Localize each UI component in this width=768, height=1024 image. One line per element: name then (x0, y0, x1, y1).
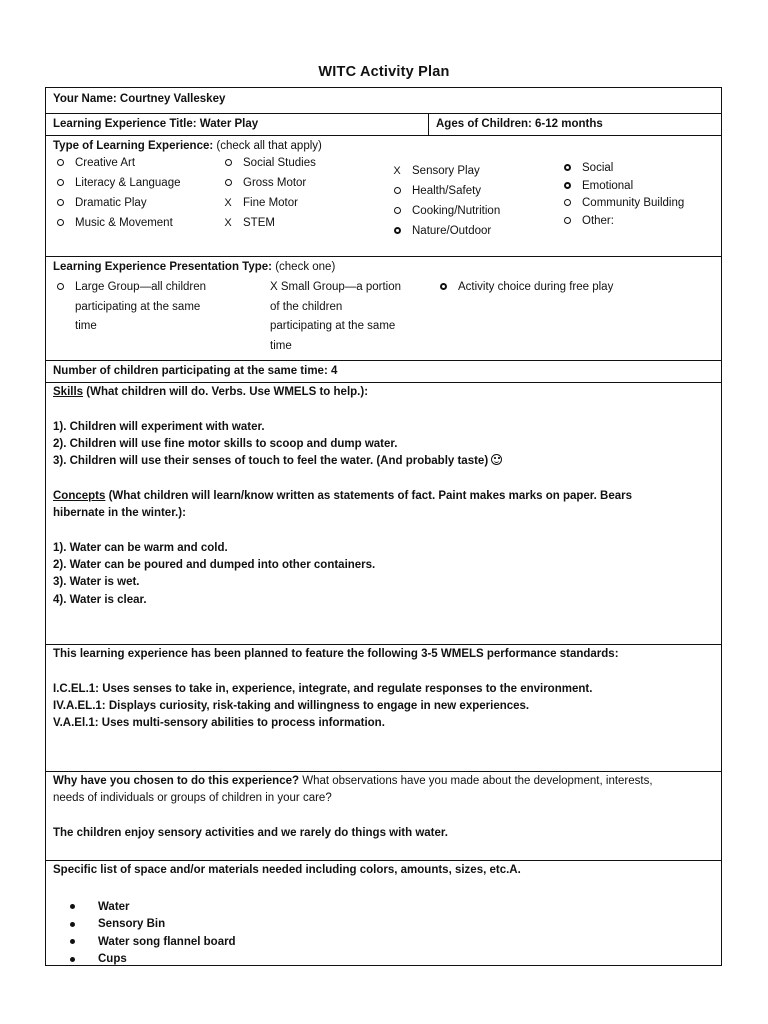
skill-item: 2). Children will use fine motor skills to scoop and dump water. (53, 437, 398, 450)
experience-title: Learning Experience Title: Water Play (53, 118, 259, 130)
type-option (561, 180, 633, 192)
circle-icon (394, 207, 401, 214)
type-option-label: STEM (243, 217, 275, 229)
name-row (46, 88, 721, 113)
type-option-checkbox[interactable] (54, 217, 66, 229)
type-heading-label: Type of Learning Experience: (53, 140, 214, 152)
circle-icon (225, 159, 232, 166)
type-option-checkbox[interactable]: X (224, 197, 232, 209)
spacer (53, 663, 619, 680)
type-option-label: Fine Motor (243, 197, 298, 209)
spacer (53, 522, 632, 539)
ages-cell (429, 114, 721, 135)
type-option-checkbox[interactable] (54, 157, 66, 169)
type-option (391, 205, 500, 217)
type-option-label: Gross Motor (243, 177, 307, 189)
type-option-label: Music & Movement (75, 217, 173, 229)
type-option (222, 197, 298, 209)
type-option-checkbox[interactable] (391, 225, 403, 237)
type-heading (53, 140, 322, 152)
concept-item: 1). Water can be warm and cold. (53, 541, 228, 554)
large-group-line: Large Group—all children (75, 281, 207, 293)
type-option (222, 157, 316, 169)
circle-icon (394, 227, 401, 234)
skills-heading (53, 384, 632, 401)
participants-row (46, 360, 721, 382)
type-option (222, 177, 306, 189)
title-cell (46, 114, 429, 135)
materials-item-label: Sensory Bin (98, 918, 166, 931)
circle-icon (57, 219, 64, 226)
materials-item (70, 916, 236, 934)
type-row (46, 135, 721, 256)
bullet-icon (70, 939, 75, 944)
type-option (54, 217, 173, 229)
type-option (222, 217, 275, 229)
type-option-checkbox[interactable] (54, 197, 66, 209)
type-option (561, 162, 613, 174)
standard-item: V.A.El.1: Uses multi-sensory abilities to process information. (53, 717, 385, 730)
large-group-line: time (75, 320, 97, 332)
smiley-icon (491, 454, 502, 465)
standard-item: I.C.EL.1: Uses senses to take in, experience, integrate, and regulate responses to the environment. (53, 682, 593, 695)
bullet-icon (70, 922, 75, 927)
type-option (54, 197, 147, 209)
skills-hint: (What children will do. Verbs. Use WMELS to help.): (83, 386, 369, 398)
materials-item (70, 898, 236, 916)
type-option (54, 157, 135, 169)
type-option-checkbox[interactable] (222, 177, 234, 189)
free-play-circle (440, 283, 447, 290)
bullet-icon (70, 957, 75, 962)
type-option-checkbox[interactable]: X (224, 217, 232, 229)
type-option (391, 225, 491, 237)
circle-icon (564, 199, 571, 206)
type-option-label: Emotional (582, 179, 634, 192)
standards-intro: This learning experience has been planned to feature the following 3-5 WMELS performance standards: (53, 648, 619, 660)
concept-item: 2). Water can be poured and dumped into other containers. (53, 558, 376, 571)
large-group-text (75, 278, 206, 337)
type-option (391, 185, 481, 197)
activity-plan-form (45, 87, 722, 966)
title-ages-row (46, 113, 721, 135)
materials-item-label: Water song flannel board (98, 935, 236, 948)
type-option-label: Dramatic Play (75, 197, 147, 209)
circle-icon (394, 187, 401, 194)
concept-item: 3). Water is wet. (53, 576, 140, 589)
type-option-label: Other: (582, 214, 614, 227)
type-option-label: Health/Safety (412, 185, 482, 197)
bullet-icon (70, 904, 75, 909)
type-option-checkbox[interactable] (561, 162, 573, 174)
type-option-checkbox[interactable] (391, 205, 403, 217)
type-option-checkbox[interactable]: X (393, 165, 401, 177)
circle-icon (57, 159, 64, 166)
why-question (53, 773, 653, 790)
concepts-hint-cont: hibernate in the winter.): (53, 507, 186, 520)
skills-concepts-row (46, 382, 721, 644)
materials-item-label: Cups (98, 953, 127, 966)
type-heading-hint: (check all that apply) (213, 140, 322, 152)
small-group-line: time (270, 339, 292, 352)
page-title: WITC Activity Plan (318, 64, 450, 80)
spacer (53, 401, 632, 418)
circle-icon (225, 179, 232, 186)
materials-item-label: Water (98, 900, 130, 913)
type-option-label: Social Studies (243, 157, 316, 169)
type-option (561, 215, 614, 227)
free-play-checkbox[interactable] (437, 278, 449, 298)
circle-icon (57, 179, 64, 186)
skill-item: 1). Children will experiment with water. (53, 420, 265, 433)
concepts-heading (53, 488, 632, 505)
small-group-line: participating at the same (270, 320, 396, 332)
type-option-label: Social (582, 162, 614, 174)
type-option-label: Nature/Outdoor (412, 225, 492, 237)
skill-item-with-smiley (53, 453, 632, 470)
concept-item: 4). Water is clear. (53, 593, 147, 606)
presentation-row (46, 256, 721, 360)
standards-row (46, 644, 721, 771)
standard-item: IV.A.EL.1: Displays curiosity, risk-taking and willingness to engage in new experiences. (53, 699, 530, 712)
large-group-circle (57, 283, 64, 290)
presentation-heading-hint: (check one) (272, 261, 336, 273)
participants-count: Number of children participating at the same time: 4 (53, 365, 338, 377)
large-group-option (54, 278, 206, 337)
type-option-checkbox[interactable] (391, 185, 403, 197)
materials-list (70, 898, 236, 968)
standards-block (53, 646, 619, 732)
large-group-checkbox[interactable] (54, 278, 66, 298)
type-option-checkbox[interactable] (561, 215, 573, 227)
why-question-rest: What observations have you made about the development, interests, (299, 775, 653, 787)
skills-label: Skills (53, 386, 84, 398)
type-option-label: Community Building (582, 197, 685, 209)
ages-of-children: Ages of Children: 6-12 months (436, 118, 603, 130)
type-option (391, 165, 480, 177)
circle-icon (57, 199, 64, 206)
presentation-heading-label: Learning Experience Presentation Type: (53, 261, 272, 273)
type-option (561, 197, 684, 209)
small-group-option (270, 278, 401, 356)
type-option-label: Cooking/Nutrition (412, 205, 501, 217)
materials-heading: Specific list of space and/or materials needed including colors, amounts, sizes, etc.A. (53, 864, 521, 876)
spacer (53, 470, 632, 487)
why-question-bold: Why have you chosen to do this experience? (53, 775, 300, 787)
type-option-label: Sensory Play (412, 165, 480, 177)
why-row (46, 771, 721, 860)
type-option-label: Literacy & Language (75, 177, 181, 189)
concepts-label: Concepts (53, 489, 106, 502)
circle-icon (564, 217, 571, 224)
name-field: Your Name: Courtney Valleskey (53, 93, 226, 105)
type-option-checkbox[interactable] (561, 197, 573, 209)
why-question-cont: needs of individuals or groups of children in your care? (53, 792, 332, 805)
skills-block (53, 384, 632, 609)
free-play-option (437, 278, 613, 298)
why-answer: The children enjoy sensory activities and we rarely do things with water. (53, 826, 448, 839)
circle-icon (564, 164, 571, 171)
presentation-heading (53, 261, 335, 273)
type-option-checkbox[interactable] (54, 177, 66, 189)
circle-icon (564, 182, 571, 189)
spacer (53, 808, 653, 825)
type-option-label: Creative Art (75, 157, 136, 169)
skill-item: 3). Children will use their senses of touch to feel the water. (And probably taste) (53, 455, 489, 468)
materials-item (70, 933, 236, 951)
type-option-checkbox[interactable] (561, 180, 573, 192)
small-group-line: X Small Group—a portion (270, 281, 402, 293)
type-option (54, 177, 181, 189)
materials-row (46, 860, 721, 965)
free-play-label: Activity choice during free play (458, 281, 614, 293)
materials-item (70, 951, 236, 969)
concepts-hint: (What children will learn/know written as statements of fact. Paint makes marks on paper. Bears (105, 489, 633, 502)
small-group-line: of the children (270, 300, 343, 313)
type-option-checkbox[interactable] (222, 157, 234, 169)
why-block (53, 773, 653, 842)
large-group-line: participating at the same (75, 300, 201, 313)
